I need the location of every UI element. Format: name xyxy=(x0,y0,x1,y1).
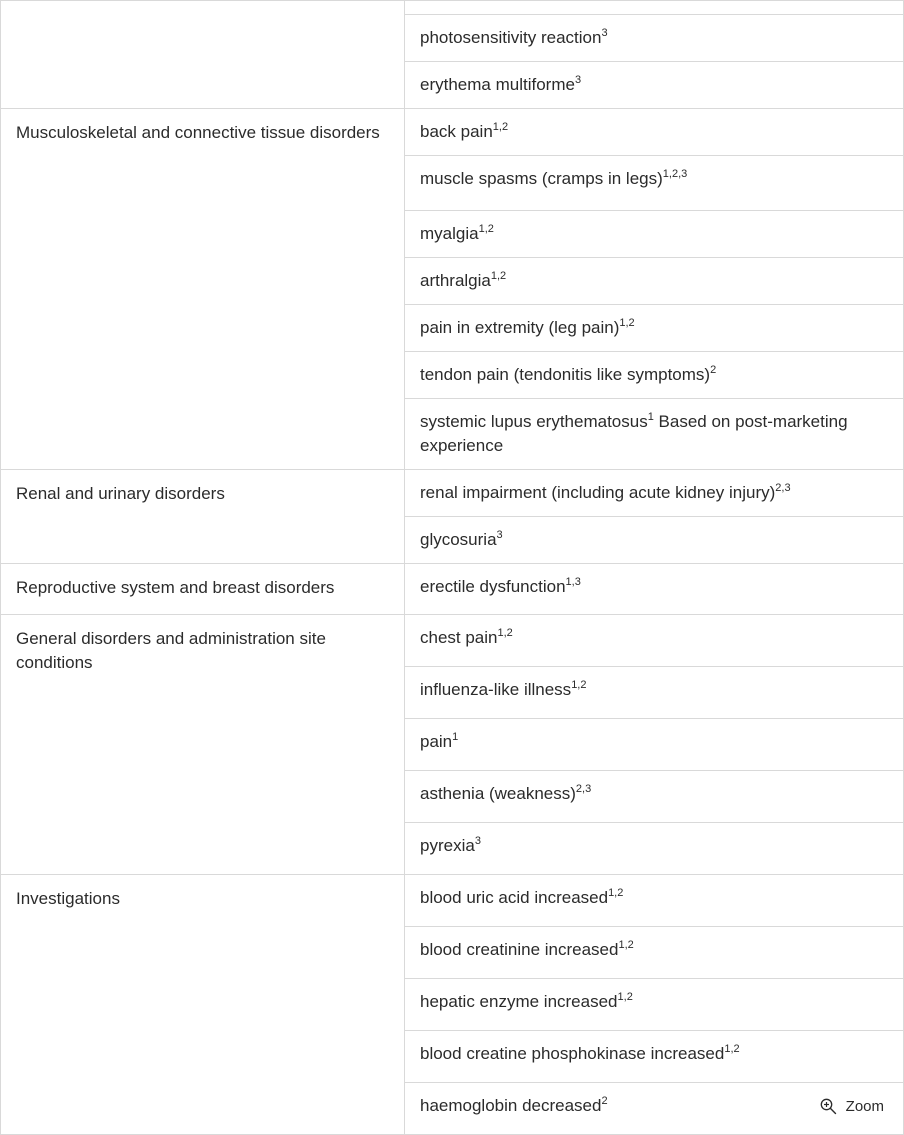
frequency-reference: 3 xyxy=(496,529,503,541)
reaction-term: influenza-like illness xyxy=(420,680,572,699)
frequency-reference: 3 xyxy=(474,835,481,847)
frequency-reference: 1,2 xyxy=(497,627,513,639)
frequency-reference: 1,2 xyxy=(724,1043,740,1055)
reaction-term: photosensitivity reaction xyxy=(420,28,602,47)
zoom-button[interactable] xyxy=(820,1098,884,1115)
frequency-reference: 1,2 xyxy=(608,887,624,899)
adverse-reaction-cell xyxy=(405,62,904,109)
reaction-term: systemic lupus erythematosus xyxy=(420,412,648,431)
frequency-reference: 2 xyxy=(601,1095,608,1107)
frequency-reference: 2,3 xyxy=(575,783,592,795)
adverse-reaction-cell xyxy=(405,823,904,875)
adverse-reaction-cell xyxy=(405,15,904,62)
frequency-reference: 2 xyxy=(710,364,717,376)
reaction-term: renal impairment (including acute kidney injury) xyxy=(420,483,776,502)
reaction-term: muscle spasms (cramps in legs) xyxy=(420,169,663,188)
adverse-reaction-cell xyxy=(405,258,904,305)
adverse-reaction-cell xyxy=(405,875,904,927)
reaction-term: tendon pain (tendonitis like symptoms) xyxy=(420,365,711,384)
frequency-reference: 1,3 xyxy=(565,576,581,588)
adverse-reaction-cell xyxy=(405,1,904,15)
frequency-reference: 1 xyxy=(452,731,459,743)
table-row xyxy=(1,564,904,615)
adverse-reaction-cell xyxy=(405,615,904,667)
frequency-reference: 2,3 xyxy=(775,482,791,494)
reaction-term: pain in extremity (leg pain) xyxy=(420,318,620,337)
system-organ-class-cell xyxy=(1,1,405,109)
adverse-reaction-cell xyxy=(405,305,904,352)
adverse-reaction-cell xyxy=(405,517,904,564)
system-organ-class-cell: Reproductive system and breast disorders xyxy=(1,564,405,615)
adverse-reaction-cell xyxy=(405,399,904,470)
frequency-reference: 3 xyxy=(601,27,608,39)
adverse-reaction-cell xyxy=(405,1031,904,1083)
reaction-term: asthenia (weakness) xyxy=(420,784,576,803)
frequency-reference: 1,2 xyxy=(618,939,634,951)
reaction-term: blood creatinine increased xyxy=(420,940,619,959)
table-row xyxy=(1,1,904,15)
frequency-reference: 1,2 xyxy=(619,317,635,329)
adverse-reaction-cell xyxy=(405,564,904,615)
table-row xyxy=(1,615,904,667)
table-row xyxy=(1,470,904,517)
adverse-reaction-cell xyxy=(405,719,904,771)
adverse-reaction-cell xyxy=(405,470,904,517)
system-organ-class-cell: Investigations xyxy=(1,875,405,1135)
adverse-reaction-cell xyxy=(405,771,904,823)
adverse-reaction-cell xyxy=(405,352,904,399)
table-row xyxy=(1,109,904,156)
reaction-term: blood uric acid increased xyxy=(420,888,609,907)
reaction-term: haemoglobin decreased xyxy=(420,1096,602,1115)
reaction-term: myalgia xyxy=(420,224,479,243)
reaction-term: chest pain xyxy=(420,628,498,647)
adverse-reaction-cell xyxy=(405,109,904,156)
frequency-reference: 1,2 xyxy=(478,223,494,235)
frequency-reference: 3 xyxy=(574,74,582,86)
frequency-reference: 1,2,3 xyxy=(662,168,688,180)
system-organ-class-cell: Renal and urinary disorders xyxy=(1,470,405,564)
system-organ-class-cell: Musculoskeletal and connective tissue disorders xyxy=(1,109,405,470)
reaction-term: glycosuria xyxy=(420,530,497,549)
adverse-reaction-cell xyxy=(405,211,904,258)
adverse-reaction-cell xyxy=(405,667,904,719)
frequency-reference: 1,2 xyxy=(571,679,587,691)
frequency-reference: 1 xyxy=(647,411,654,423)
zoom-label: Zoom xyxy=(845,1098,884,1115)
reaction-term: back pain xyxy=(420,122,493,141)
frequency-reference: 1,2 xyxy=(492,121,509,133)
system-organ-class-cell: General disorders and administration site conditions xyxy=(1,615,405,875)
reaction-term: erythema multiforme xyxy=(420,75,575,94)
zoom-in-icon xyxy=(820,1098,837,1115)
reaction-term: erectile dysfunction xyxy=(420,577,566,596)
reaction-term: arthralgia xyxy=(420,271,491,290)
table-row xyxy=(1,875,904,927)
reaction-term: hepatic enzyme increased xyxy=(420,992,618,1011)
adverse-reaction-cell xyxy=(405,156,904,211)
frequency-reference: 1,2 xyxy=(617,991,633,1003)
reaction-term: pyrexia xyxy=(420,836,475,855)
table-body xyxy=(1,1,904,1135)
reaction-term: blood creatine phosphokinase increased xyxy=(420,1044,725,1063)
adverse-reaction-cell xyxy=(405,979,904,1031)
reaction-note: Based on post-marketing experience xyxy=(420,412,848,455)
frequency-reference: 1,2 xyxy=(490,270,507,282)
adverse-reaction-cell xyxy=(405,927,904,979)
reaction-term: pain xyxy=(420,732,453,751)
